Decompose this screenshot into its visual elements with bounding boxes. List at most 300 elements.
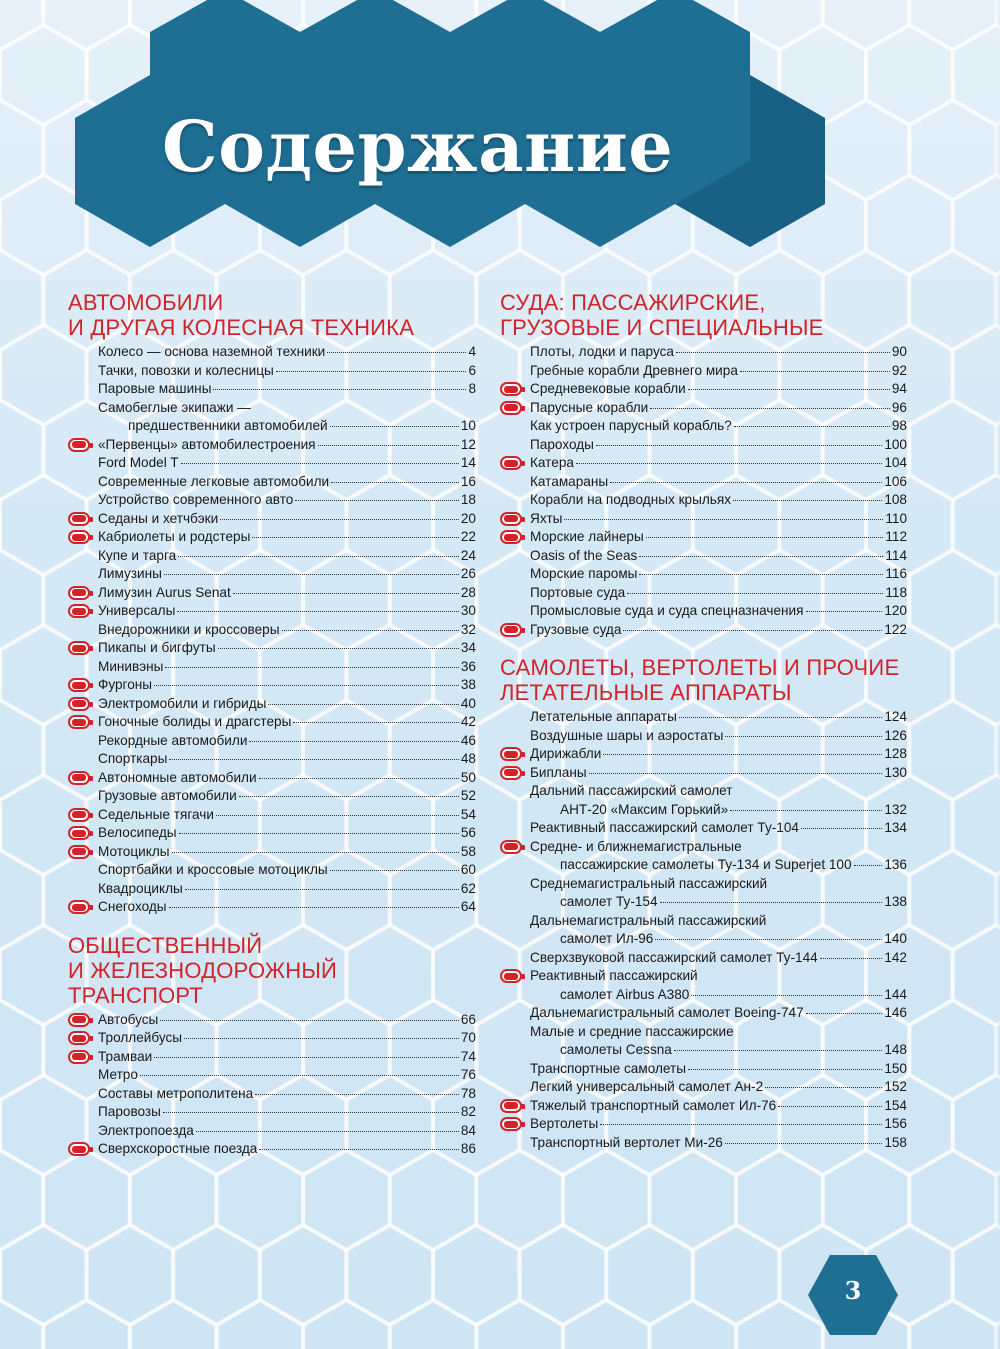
- toc-entry-line: [530, 343, 907, 362]
- toc-entry[interactable]: [500, 1078, 907, 1097]
- toc-entry-label: Современные легковые автомобили: [98, 473, 330, 489]
- toc-entry-page: 26: [460, 566, 476, 581]
- toc-entry-label: Летательные аппараты: [530, 709, 677, 724]
- toc-entry-page: 86: [460, 1141, 476, 1156]
- toc-entry[interactable]: [68, 399, 476, 436]
- toc-entry[interactable]: [500, 819, 907, 838]
- toc-entry-line: [530, 1060, 907, 1079]
- dot-leader: [676, 352, 890, 353]
- honeycomb-cell: [909, 1300, 996, 1349]
- ar-app-icon: [500, 969, 522, 983]
- toc-entry[interactable]: [68, 787, 476, 806]
- toc-entry[interactable]: [500, 875, 907, 912]
- toc-entry[interactable]: [500, 708, 907, 727]
- toc-entry-line: [530, 528, 907, 547]
- toc-entry-line: [98, 1029, 476, 1048]
- toc-entry[interactable]: [68, 880, 476, 899]
- dot-leader: [725, 736, 882, 737]
- toc-entry-label: Спорткары: [98, 751, 168, 766]
- toc-entry-line: [98, 824, 476, 843]
- toc-entry-page: 116: [885, 566, 907, 581]
- dot-leader: [282, 630, 459, 631]
- toc-entry-line: [530, 584, 907, 603]
- honeycomb-cell: [953, 325, 1000, 425]
- toc-entry-label: Лимузины: [98, 566, 162, 581]
- dot-leader: [154, 685, 459, 686]
- toc-entry-line: [530, 819, 907, 838]
- toc-section: [68, 933, 476, 1159]
- toc-entry[interactable]: [68, 602, 476, 621]
- toc-entry[interactable]: [68, 1122, 476, 1141]
- toc-entry-label: Ford Model T: [98, 455, 179, 470]
- toc-entry-page: 56: [460, 825, 476, 840]
- toc-entry[interactable]: [500, 764, 907, 783]
- toc-entry-line: [530, 510, 907, 529]
- toc-entry-line: [530, 801, 907, 820]
- toc-entry[interactable]: [500, 436, 907, 455]
- toc-entry-label: Катамараны: [530, 473, 609, 489]
- toc-entry-line: [98, 639, 476, 658]
- toc-entry-label: Велосипеды: [98, 825, 177, 840]
- toc-entry[interactable]: [500, 602, 907, 621]
- toc-entry[interactable]: [500, 380, 907, 399]
- toc-entry[interactable]: [68, 806, 476, 825]
- toc-entry-line: [530, 1078, 907, 1097]
- toc-entry[interactable]: [500, 949, 907, 968]
- toc-entry[interactable]: [68, 1029, 476, 1048]
- toc-entry-line: [530, 930, 907, 949]
- toc-entry[interactable]: [500, 417, 907, 436]
- toc-entry-line: [98, 732, 476, 751]
- toc-entry-label: Рекордные автомобили: [98, 732, 248, 748]
- section-title: [68, 290, 476, 340]
- toc-entry-label: пассажирские самолеты Ту-134 и Superjet 100: [560, 857, 852, 872]
- honeycomb-cell: [909, 400, 996, 500]
- toc-entry-label: предшественники автомобилей: [128, 418, 328, 433]
- toc-entry[interactable]: [500, 399, 907, 418]
- toc-entry-page: 70: [460, 1030, 476, 1045]
- toc-entry[interactable]: [68, 639, 476, 658]
- honeycomb-cell: [563, 1300, 650, 1349]
- toc-entry-line: [530, 454, 907, 473]
- toc-entry-label: Составы метрополитена: [98, 1085, 254, 1101]
- ar-app-icon: [68, 1142, 90, 1156]
- toc-entry-page: 50: [460, 769, 476, 785]
- toc-entry-page: 128: [884, 746, 907, 761]
- ar-app-icon: [68, 771, 90, 785]
- toc-entry-page: 154: [884, 1097, 907, 1113]
- section-title-line: ЛЕТАТЕЛЬНЫЕ АППАРАТЫ: [500, 680, 792, 705]
- dot-leader: [169, 759, 459, 760]
- toc-entry-page: 18: [460, 492, 476, 507]
- toc-entry-label: Корабли на подводных крыльях: [530, 492, 732, 507]
- dot-leader: [178, 556, 459, 557]
- toc-entry[interactable]: [500, 565, 907, 584]
- toc-entry[interactable]: [68, 343, 476, 362]
- toc-entry-page: 8: [468, 381, 476, 396]
- toc-entry[interactable]: [68, 584, 476, 603]
- toc-entry-page: 14: [460, 455, 476, 470]
- toc-entry-line: [98, 1085, 476, 1104]
- toc-entry[interactable]: [68, 1011, 476, 1030]
- toc-entry-label: Средне- и ближнемагистральные: [530, 838, 742, 854]
- toc-list: [68, 1011, 476, 1159]
- toc-entry-line: [98, 713, 476, 732]
- toc-entry[interactable]: [500, 1097, 907, 1116]
- honeycomb-cell: [693, 1225, 780, 1325]
- ar-app-icon: [500, 530, 522, 544]
- toc-entry-line: [98, 473, 476, 492]
- dot-leader: [185, 889, 459, 890]
- dot-leader: [725, 1143, 882, 1144]
- dot-leader: [259, 778, 459, 779]
- dot-leader: [239, 796, 459, 797]
- toc-entry[interactable]: [500, 362, 907, 381]
- toc-entry-page: 76: [460, 1067, 476, 1082]
- dot-leader: [268, 704, 458, 705]
- toc-entry[interactable]: [68, 565, 476, 584]
- section-title-line: И ДРУГАЯ КОЛЕСНАЯ ТЕХНИКА: [68, 315, 415, 340]
- dot-leader: [610, 482, 882, 483]
- dot-leader: [330, 426, 459, 427]
- toc-entry[interactable]: [68, 658, 476, 677]
- toc-entry-line: [98, 658, 476, 677]
- toc-entry-line: [98, 491, 476, 510]
- dot-leader: [330, 870, 459, 871]
- toc-entry-line: [530, 399, 907, 418]
- toc-entry-label: Кабриолеты и родстеры: [98, 529, 251, 544]
- toc-entry[interactable]: [500, 621, 907, 640]
- dot-leader: [734, 426, 890, 427]
- toc-entry-line: [530, 782, 907, 801]
- toc-entry-line: [530, 436, 907, 455]
- honeycomb-cell: [650, 1300, 737, 1349]
- ar-app-icon: [68, 697, 90, 711]
- toc-entry-page: 136: [884, 857, 907, 872]
- toc-entry[interactable]: [500, 1004, 907, 1023]
- toc-entry[interactable]: [500, 473, 907, 492]
- toc-entry[interactable]: [68, 898, 476, 917]
- toc-entry[interactable]: [500, 727, 907, 746]
- toc-entry-label: Дальний пассажирский самолет: [530, 783, 733, 798]
- toc-entry-label: Дирижабли: [530, 746, 602, 761]
- honeycomb-cell: [43, 1300, 130, 1349]
- honeycomb-cell: [0, 700, 43, 800]
- toc-entry[interactable]: [500, 343, 907, 362]
- toc-entry-label: Электромобили и гибриды: [98, 695, 267, 711]
- dot-leader: [600, 1124, 882, 1125]
- dot-leader: [806, 1013, 883, 1014]
- toc-entry[interactable]: [68, 436, 476, 455]
- toc-entry-label: Как устроен парусный корабль?: [530, 418, 732, 433]
- dot-leader: [172, 852, 459, 853]
- dot-leader: [740, 371, 890, 372]
- toc-entry-label: Пикапы и бигфуты: [98, 640, 216, 655]
- toc-entry[interactable]: [500, 454, 907, 473]
- toc-entry-page: 112: [885, 529, 907, 544]
- honeycomb-cell: [390, 1300, 477, 1349]
- toc-entry-label: Тачки, повозки и колесницы: [98, 362, 274, 378]
- toc-entry-label: самолет Ту-154: [560, 894, 658, 909]
- toc-entry[interactable]: [500, 1115, 907, 1134]
- toc-entry[interactable]: [68, 362, 476, 381]
- toc-entry-page: 28: [460, 584, 476, 600]
- honeycomb-cell: [909, 1000, 996, 1100]
- toc-entry-line: [98, 621, 476, 640]
- toc-entry[interactable]: [68, 750, 476, 769]
- toc-entry-line: [98, 806, 476, 825]
- toc-entry-page: 16: [460, 473, 476, 489]
- dot-leader: [331, 482, 459, 483]
- toc-entry-label: Колесо — основа наземной техники: [98, 344, 326, 359]
- toc-entry[interactable]: [500, 528, 907, 547]
- ar-app-icon: [68, 512, 90, 526]
- ar-app-icon: [68, 845, 90, 859]
- dot-leader: [650, 408, 890, 409]
- honeycomb-cell: [0, 1225, 87, 1325]
- toc-entry-line: [98, 769, 476, 788]
- toc-entry-line: [530, 893, 907, 912]
- honeycomb-cell: [0, 550, 43, 650]
- dot-leader: [655, 939, 882, 940]
- toc-entry-line: [98, 362, 476, 381]
- toc-entry-line: [98, 843, 476, 862]
- toc-entry-page: 94: [891, 381, 907, 396]
- toc-entry-page: 150: [884, 1060, 907, 1076]
- toc-entry-label: Автономные автомобили: [98, 769, 257, 785]
- toc-entry[interactable]: [68, 824, 476, 843]
- dot-leader: [169, 907, 459, 908]
- toc-entry-label: Универсалы: [98, 603, 176, 618]
- ar-app-icon: [68, 604, 90, 618]
- toc-entry[interactable]: [500, 912, 907, 949]
- toc-entry-line: [530, 1023, 907, 1042]
- dot-leader: [216, 815, 459, 816]
- dot-leader: [179, 833, 459, 834]
- toc-entry[interactable]: [500, 584, 907, 603]
- toc-entry-page: 114: [885, 547, 907, 563]
- toc-entry-label: Дальнемагистральный пассажирский: [530, 912, 767, 928]
- toc-entry[interactable]: [68, 621, 476, 640]
- toc-entry-page: 120: [884, 603, 907, 618]
- honeycomb-cell: [130, 1300, 217, 1349]
- toc-entry[interactable]: [68, 713, 476, 732]
- dot-leader: [293, 722, 459, 723]
- toc-entry-label: самолет Airbus A380: [560, 986, 690, 1002]
- page-title: Содержание: [162, 105, 674, 188]
- dot-leader: [295, 500, 459, 501]
- toc-entry-label: Сверхзвуковой пассажирский самолет Ту-144: [530, 949, 818, 965]
- toc-entry[interactable]: [500, 1134, 907, 1153]
- toc-entry-page: 106: [884, 473, 907, 489]
- toc-entry-line: [98, 861, 476, 880]
- toc-entry-page: 156: [884, 1116, 907, 1131]
- toc-entry[interactable]: [500, 782, 907, 819]
- dot-leader: [184, 1038, 459, 1039]
- toc-entry-label: Седельные тягачи: [98, 806, 214, 822]
- toc-entry[interactable]: [68, 1048, 476, 1067]
- toc-entry-page: 34: [460, 640, 476, 655]
- toc-entry-line: [98, 1011, 476, 1030]
- toc-entry[interactable]: [500, 491, 907, 510]
- toc-entry-label: Тяжелый транспортный самолет Ил-76: [530, 1097, 777, 1113]
- toc-entry[interactable]: [68, 769, 476, 788]
- section-title-line: ТРАНСПОРТ: [68, 982, 203, 1008]
- toc-entry-label: Купе и тарга: [98, 547, 177, 563]
- toc-entry-label: Грузовые суда: [530, 621, 622, 637]
- toc-entry-label: Спортбайки и кроссовые мотоциклы: [98, 862, 328, 877]
- toc-entry-label: Седаны и хетчбэки: [98, 510, 219, 526]
- toc-entry[interactable]: [68, 380, 476, 399]
- toc-section: [68, 290, 476, 917]
- toc-entry-label: Портовые суда: [530, 584, 626, 600]
- honeycomb-cell: [303, 1300, 390, 1349]
- honeycomb-cell: [0, 400, 43, 500]
- toc-entry-label: Дальнемагистральный самолет Boeing-747: [530, 1005, 804, 1020]
- section-title-line: АВТОМОБИЛИ: [68, 290, 224, 315]
- honeycomb-cell: [909, 550, 996, 650]
- toc-entry[interactable]: [68, 1085, 476, 1104]
- dot-leader: [806, 611, 883, 612]
- toc-entry-label: самолеты Cessna: [560, 1042, 672, 1057]
- toc-entry-label: Средневековые корабли: [530, 381, 686, 396]
- section-title: [500, 290, 907, 340]
- toc-entry-page: 140: [884, 931, 907, 946]
- toc-entry[interactable]: [68, 1140, 476, 1159]
- toc-entry-label: Автобусы: [98, 1011, 159, 1027]
- toc-entry-label: Гоночные болиды и драгстеры: [98, 714, 292, 729]
- toc-entry[interactable]: [500, 838, 907, 875]
- toc-entry-page: 10: [460, 418, 476, 433]
- dot-leader: [854, 865, 883, 866]
- toc-entry-line: [98, 399, 476, 418]
- toc-entry-line: [530, 986, 907, 1005]
- dot-leader: [589, 773, 883, 774]
- ar-app-icon: [68, 678, 90, 692]
- dot-leader: [627, 593, 883, 594]
- toc-entry-label: АНТ-20 «Максим Горький»: [560, 801, 729, 817]
- toc-entry-label: Транспортный вертолет Ми-26: [530, 1134, 723, 1150]
- honeycomb-cell: [476, 1300, 563, 1349]
- toc-entry-label: Катера: [530, 455, 574, 470]
- toc-entry[interactable]: [500, 547, 907, 566]
- toc-entry[interactable]: [68, 732, 476, 751]
- dot-leader: [576, 463, 882, 464]
- toc-section: [500, 290, 907, 639]
- honeycomb-cell: [953, 625, 1000, 725]
- toc-entry[interactable]: [68, 473, 476, 492]
- honeycomb-cell: [87, 1225, 174, 1325]
- toc-entry[interactable]: [68, 861, 476, 880]
- honeycomb-cell: [953, 775, 1000, 875]
- toc-entry-line: [530, 380, 907, 399]
- toc-entry-page: 42: [460, 714, 476, 729]
- ar-app-icon: [68, 1050, 90, 1064]
- ar-app-icon: [68, 808, 90, 822]
- honeycomb-cell: [953, 925, 1000, 1025]
- toc-entry-line: [98, 1066, 476, 1085]
- toc-entry[interactable]: [68, 547, 476, 566]
- toc-entry-label: Яхты: [530, 510, 563, 526]
- dot-leader: [801, 828, 882, 829]
- toc-entry-label: Электропоезда: [98, 1122, 194, 1138]
- ar-app-icon: [500, 840, 522, 854]
- toc-entry-label: Троллейбусы: [98, 1030, 183, 1045]
- toc-entry-label: самолет Ил-96: [560, 931, 654, 946]
- toc-entry[interactable]: [500, 967, 907, 1004]
- dot-leader: [820, 958, 883, 959]
- toc-entry-line: [530, 417, 907, 436]
- toc-entry-label: Сверхскоростные поезда: [98, 1141, 258, 1156]
- toc-section: [500, 655, 907, 1152]
- honeycomb-cell: [909, 1150, 996, 1250]
- toc-entry[interactable]: [68, 1066, 476, 1085]
- toc-entry-label: Устройство современного авто: [98, 492, 294, 507]
- toc-entry-line: [530, 764, 907, 783]
- ar-app-icon: [68, 530, 90, 544]
- honeycomb-cell: [0, 1300, 43, 1349]
- toc-entry[interactable]: [500, 510, 907, 529]
- toc-entry[interactable]: [68, 528, 476, 547]
- toc-entry-page: 4: [468, 344, 476, 359]
- dot-leader: [660, 902, 883, 903]
- toc-entry-page: 48: [460, 751, 476, 766]
- toc-entry-line: [530, 967, 907, 986]
- toc-entry-line: [530, 621, 907, 640]
- toc-entry[interactable]: [68, 843, 476, 862]
- dot-leader: [688, 389, 890, 390]
- section-title-line: ОБЩЕСТВЕННЫЙ: [68, 932, 263, 958]
- toc-entry[interactable]: [68, 454, 476, 473]
- ar-app-icon: [68, 1031, 90, 1045]
- toc-entry[interactable]: [68, 676, 476, 695]
- toc-entry[interactable]: [68, 510, 476, 529]
- ar-app-icon: [500, 456, 522, 470]
- toc-entry[interactable]: [68, 1103, 476, 1122]
- honeycomb-cell: [0, 1150, 43, 1250]
- honeycomb-cell: [953, 1075, 1000, 1175]
- toc-entry[interactable]: [500, 745, 907, 764]
- toc-entry-page: 6: [468, 362, 476, 378]
- toc-entry-page: 144: [884, 986, 907, 1002]
- toc-entry-page: 60: [460, 862, 476, 877]
- honeycomb-cell: [520, 1225, 607, 1325]
- toc-entry[interactable]: [68, 695, 476, 714]
- toc-entry-line: [530, 473, 907, 492]
- toc-entry-label: Воздушные шары и аэростаты: [530, 727, 724, 743]
- toc-entry-line: [530, 838, 907, 857]
- dot-leader: [733, 500, 882, 501]
- toc-entry-line: [98, 787, 476, 806]
- toc-entry-line: [98, 380, 476, 399]
- honeycomb-cell: [909, 850, 996, 950]
- toc-entry[interactable]: [500, 1023, 907, 1060]
- toc-entry-label: Паровые машины: [98, 381, 212, 396]
- toc-entry-line: [98, 528, 476, 547]
- dot-leader: [252, 537, 458, 538]
- toc-entry-page: 38: [460, 677, 476, 692]
- toc-entry[interactable]: [500, 1060, 907, 1079]
- toc-entry-page: 84: [460, 1122, 476, 1138]
- toc-entry-page: 130: [884, 764, 907, 780]
- toc-entry-page: 134: [884, 820, 907, 835]
- toc-entry-page: 122: [884, 621, 907, 637]
- dot-leader: [691, 995, 882, 996]
- honeycomb-cell: [433, 1225, 520, 1325]
- page-number: 3: [844, 1276, 862, 1305]
- toc-entry[interactable]: [68, 491, 476, 510]
- dot-leader: [220, 519, 459, 520]
